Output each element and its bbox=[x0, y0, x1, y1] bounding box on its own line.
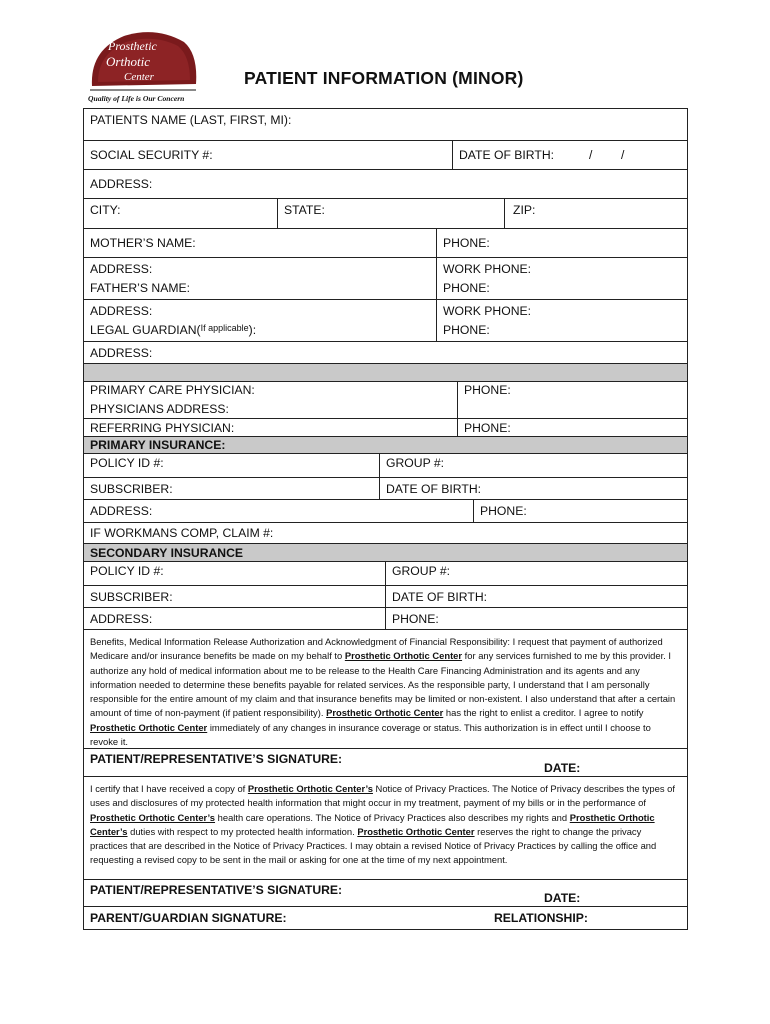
dob-label: DATE OF BIRTH: bbox=[392, 589, 488, 604]
row-workmans-comp[interactable] bbox=[84, 523, 687, 544]
physician-address-field[interactable] bbox=[84, 400, 457, 418]
row-primary-subscriber bbox=[84, 478, 687, 500]
primary-phone-field[interactable] bbox=[473, 500, 687, 522]
secondary-group-field[interactable] bbox=[385, 562, 687, 585]
secondary-phone-field[interactable] bbox=[385, 608, 687, 629]
mothers-name-field[interactable] bbox=[84, 229, 436, 257]
row-secondary-subscriber bbox=[84, 586, 687, 608]
policy-id-label: POLICY ID #: bbox=[90, 456, 164, 470]
pcp-field[interactable] bbox=[84, 382, 457, 400]
svg-text:Orthotic: Orthotic bbox=[106, 54, 151, 69]
patients-name-label: PATIENTS NAME (LAST, FIRST, MI): bbox=[90, 113, 292, 127]
pcp-phone-field[interactable] bbox=[457, 382, 687, 400]
row-signature-2[interactable] bbox=[84, 880, 687, 907]
mother-address-field[interactable] bbox=[84, 258, 436, 279]
pcp-label: PRIMARY CARE PHYSICIAN: bbox=[90, 383, 255, 397]
guardian-phone-field[interactable] bbox=[436, 321, 687, 341]
parent-signature-label: PARENT/GUARDIAN SIGNATURE: bbox=[90, 911, 287, 925]
phone-label: PHONE: bbox=[392, 611, 439, 626]
secondary-address-field[interactable] bbox=[84, 608, 385, 629]
svg-text:Center: Center bbox=[124, 71, 154, 83]
row-father-address bbox=[84, 300, 687, 321]
legal-guardian-field[interactable] bbox=[84, 321, 436, 341]
row-guardian-address[interactable] bbox=[84, 342, 687, 364]
patient-info-form bbox=[83, 108, 688, 930]
address-label: ADDRESS: bbox=[90, 611, 153, 626]
mother-phone-field[interactable] bbox=[436, 229, 687, 257]
subscriber-label: SUBSCRIBER: bbox=[90, 481, 173, 496]
row-primary-address bbox=[84, 500, 687, 523]
dob-slash-1: / bbox=[589, 148, 593, 162]
state-field[interactable] bbox=[277, 199, 504, 228]
address-label: ADDRESS: bbox=[90, 262, 153, 276]
privacy-notice-text: I certify that I have received a copy of Prosthetic Orthotic Center’s Notice of Privacy Practices. The Notice of Privacy describes the types of uses and disclosures of my protected health information that might occur in my treatment, payment of my bills or in the performance of Prosthetic Orthotic Center’s health care operations. The Notice of Privacy Practices also describes my rights and Prosthetic Orthotic Center’s duties with respect to my protected health information. Prosthetic Orthotic Center reserves the right to change the privacy practices that are described in the Notice of Privacy Practices. I may obtain a revised Notice of Privacy Practices by calling the office and requesting a revised copy to be sent in the mail or asking for one at the time of my next appointment. bbox=[84, 777, 687, 880]
zip-label: ZIP: bbox=[513, 203, 536, 217]
svg-text:Prosthetic: Prosthetic bbox=[108, 39, 157, 53]
zip-field[interactable] bbox=[504, 199, 687, 228]
dob-field[interactable] bbox=[452, 141, 687, 169]
father-phone-field[interactable] bbox=[436, 279, 687, 299]
dob-label: DATE OF BIRTH: bbox=[386, 481, 482, 496]
row-pcp bbox=[84, 382, 687, 400]
phone-label: PHONE: bbox=[464, 420, 511, 435]
city-field[interactable] bbox=[84, 199, 277, 228]
financial-responsibility-text: Benefits, Medical Information Release Authorization and Acknowledgment of Financial Responsibility: I request that payment of authorized Medicare and/or insurance benefits be made on my behalf to Prosthetic Orthotic Center for any services furnished to me by this provider. I authorize any hold of medical information about me to be release to the Health Care Financing Administration and its agents and any information needed to determine these benefits payable for related services. As the responsible party, I understand that I am personally responsible for the entire amount of my claim and that insurance benefits may be limited or non-existent. I also understand that after a certain amount of time of non-payment (if patient responsibility). Prosthetic Orthotic Center has the right to enlist a creditor. I agree to notify Prosthetic Orthotic Center immediately of any changes in insurance coverage or status. This authorization is in effect until I choose to revoke it. bbox=[84, 630, 687, 749]
secondary-policy-field[interactable] bbox=[84, 562, 385, 585]
signature-label: PATIENT/REPRESENTATIVE’S SIGNATURE: bbox=[90, 883, 343, 897]
secondary-subscriber-field[interactable] bbox=[84, 586, 385, 607]
mother-work-phone-field[interactable] bbox=[436, 258, 687, 279]
row-secondary-policy bbox=[84, 562, 687, 586]
primary-insurance-label: PRIMARY INSURANCE: bbox=[90, 438, 226, 452]
row-mother bbox=[84, 229, 687, 258]
row-guardian bbox=[84, 321, 687, 342]
row-signature-1[interactable] bbox=[84, 749, 687, 777]
dob-label: DATE OF BIRTH: bbox=[459, 148, 555, 162]
group-label: GROUP #: bbox=[392, 564, 451, 578]
referring-field[interactable] bbox=[84, 419, 457, 436]
svg-text:Quality of Life is Our Concern: Quality of Life is Our Concern bbox=[88, 94, 185, 103]
address-label: ADDRESS: bbox=[90, 304, 153, 318]
referring-phone-field[interactable] bbox=[457, 419, 687, 436]
page-title: PATIENT INFORMATION (MINOR) bbox=[244, 68, 524, 88]
address-label: ADDRESS: bbox=[90, 177, 153, 191]
phone-label: PHONE: bbox=[480, 504, 527, 518]
row-mother-address bbox=[84, 258, 687, 279]
subscriber-label: SUBSCRIBER: bbox=[90, 589, 173, 604]
primary-group-field[interactable] bbox=[379, 454, 687, 477]
row-secondary-address bbox=[84, 608, 687, 630]
date-label: DATE: bbox=[544, 761, 581, 775]
group-label: GROUP #: bbox=[386, 456, 445, 470]
legal-guardian-label-end: ): bbox=[248, 323, 257, 337]
signature-label: PATIENT/REPRESENTATIVE’S SIGNATURE: bbox=[90, 752, 343, 766]
physicians-address-label: PHYSICIANS ADDRESS: bbox=[90, 402, 229, 416]
work-phone-label: WORK PHONE: bbox=[443, 262, 532, 276]
fathers-name-field[interactable] bbox=[84, 279, 436, 299]
if-applicable-note: If applicable bbox=[200, 323, 249, 333]
address-label: ADDRESS: bbox=[90, 345, 153, 360]
relationship-label: RELATIONSHIP: bbox=[494, 911, 588, 925]
city-label: CITY: bbox=[90, 203, 121, 217]
row-father bbox=[84, 279, 687, 300]
row-ssn-dob bbox=[84, 141, 687, 170]
phone-label: PHONE: bbox=[443, 323, 490, 337]
primary-address-field[interactable] bbox=[84, 500, 473, 522]
primary-insurance-header bbox=[84, 436, 687, 454]
ssn-field[interactable] bbox=[84, 141, 452, 169]
phone-label: PHONE: bbox=[443, 236, 490, 250]
ssn-label: SOCIAL SECURITY #: bbox=[90, 148, 213, 162]
workmans-comp-label: IF WORKMANS COMP, CLAIM #: bbox=[90, 526, 274, 540]
address-label: ADDRESS: bbox=[90, 504, 153, 518]
secondary-insurance-header bbox=[84, 544, 687, 562]
date-label: DATE: bbox=[544, 891, 581, 905]
phone-label: PHONE: bbox=[443, 281, 490, 295]
row-patient-name[interactable] bbox=[84, 109, 687, 141]
father-work-phone-field[interactable] bbox=[436, 300, 687, 321]
company-logo bbox=[84, 28, 202, 104]
secondary-insurance-label: SECONDARY INSURANCE bbox=[90, 545, 244, 560]
row-city-state-zip bbox=[84, 199, 687, 229]
row-referring bbox=[84, 418, 687, 436]
state-label: STATE: bbox=[284, 203, 325, 217]
primary-subscriber-field[interactable] bbox=[84, 478, 379, 499]
phone-label: PHONE: bbox=[464, 383, 511, 397]
work-phone-label: WORK PHONE: bbox=[443, 304, 532, 318]
secondary-subscriber-dob-field[interactable] bbox=[385, 586, 687, 607]
primary-policy-field[interactable] bbox=[84, 454, 379, 477]
fathers-name-label: FATHER’S NAME: bbox=[90, 281, 190, 295]
row-parent-signature[interactable] bbox=[84, 907, 687, 930]
row-address[interactable] bbox=[84, 170, 687, 199]
row-physician-address bbox=[84, 400, 687, 418]
section-divider bbox=[84, 364, 687, 382]
legal-guardian-label: LEGAL GUARDIAN( bbox=[90, 323, 201, 337]
row-primary-policy bbox=[84, 454, 687, 478]
referring-physician-label: REFERRING PHYSICIAN: bbox=[90, 420, 235, 435]
mothers-name-label: MOTHER’S NAME: bbox=[90, 236, 196, 250]
policy-id-label: POLICY ID #: bbox=[90, 564, 164, 578]
father-address-field[interactable] bbox=[84, 300, 436, 321]
primary-subscriber-dob-field[interactable] bbox=[379, 478, 687, 499]
dob-slash-2: / bbox=[621, 148, 625, 162]
